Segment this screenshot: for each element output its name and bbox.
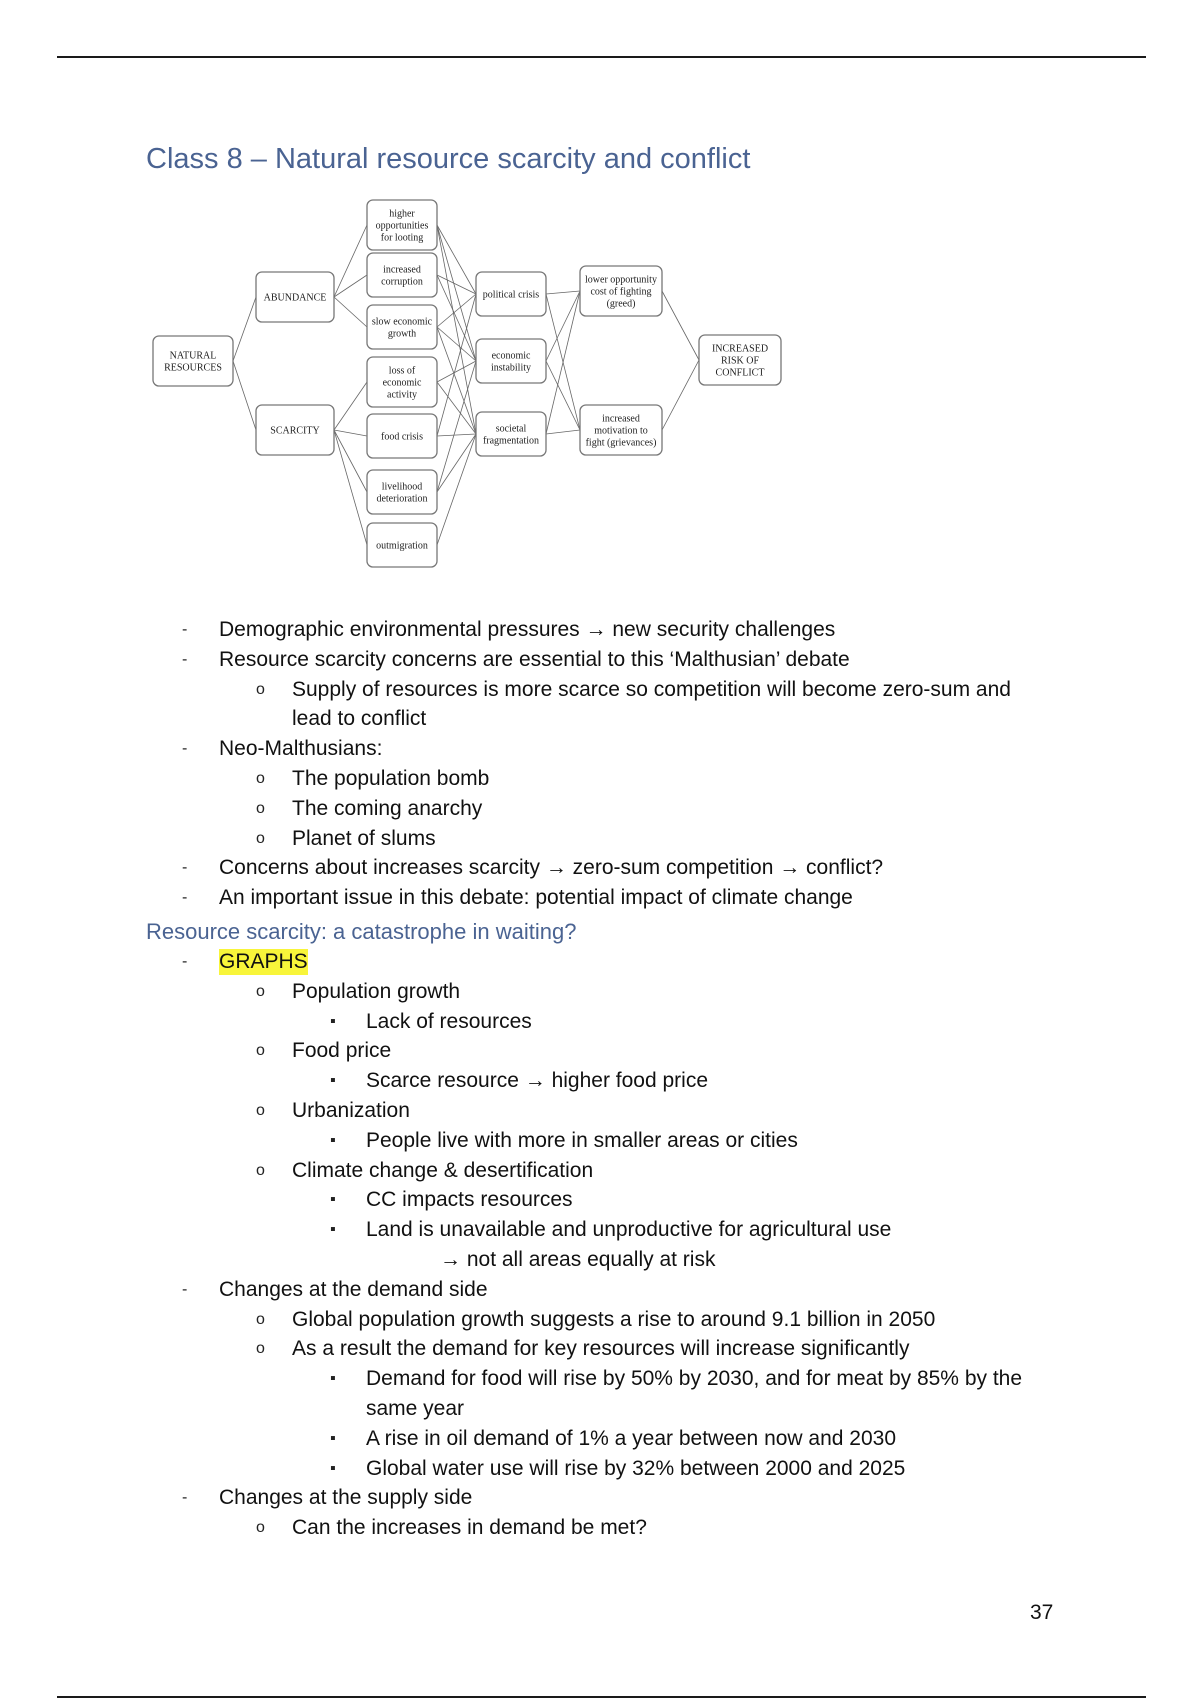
node-label: corruption (381, 276, 423, 288)
edge-scarcity-outmigration (334, 430, 367, 545)
bullet-marker: - (182, 1489, 188, 1507)
bullet-marker: o (256, 1340, 265, 1358)
bullet-marker: o (256, 1042, 265, 1060)
bullet-marker: - (182, 953, 188, 970)
edge-foodcrisis-societal (437, 434, 476, 436)
node-label: instability (491, 362, 531, 374)
node-lossactivity (367, 357, 437, 407)
bullet-marker: o (256, 982, 265, 1000)
edge-natural-abundance (233, 297, 256, 361)
bullet-text: Planet of slums (292, 826, 436, 850)
node-corruption (367, 253, 437, 297)
bullet-text: Neo-Malthusians: (219, 737, 383, 761)
node-label: food crisis (381, 431, 423, 443)
node-label: NATURAL (169, 350, 217, 362)
node-label: political crisis (482, 289, 540, 301)
bullet-text: lead to conflict (292, 707, 427, 731)
edge-scarcity-foodcrisis (334, 430, 367, 436)
node-label: economic (491, 350, 531, 362)
bullet-text: Food price (292, 1039, 392, 1063)
bullet-marker: - (182, 889, 188, 907)
resource-conflict-diagram (143, 190, 783, 575)
header-rule (57, 56, 1146, 58)
bullet-marker: - (182, 859, 188, 877)
edge-econinst-greed (546, 291, 580, 361)
edge-scarcity-livelihood (334, 430, 367, 492)
edge-societal-greed (546, 291, 580, 434)
bullet-text: Changes at the supply side (219, 1486, 473, 1510)
node-label: growth (387, 328, 417, 340)
edge-livelihood-societal (437, 434, 476, 492)
bullet-marker: ▪ (330, 1191, 336, 1209)
node-label: RESOURCES (164, 362, 222, 374)
node-label: SCARCITY (270, 425, 320, 437)
bullet-text: GRAPHS (219, 950, 308, 973)
bullet-marker: - (182, 621, 188, 638)
bullet-text: Population growth (292, 979, 461, 1003)
edge-corruption-econinst (437, 275, 476, 361)
bullet-text: The coming anarchy (292, 796, 483, 820)
section-subheading: Resource scarcity: a catastrophe in waiting? (146, 919, 577, 944)
node-label: livelihood (381, 481, 423, 493)
node-label: cost of fighting (590, 286, 652, 298)
bullet-marker: o (256, 1310, 265, 1328)
edge-natural-scarcity (233, 361, 256, 430)
bullet-marker: ▪ (330, 1370, 336, 1388)
node-scarcity (256, 405, 334, 455)
node-label: opportunities (375, 220, 429, 232)
node-econinst (476, 339, 546, 383)
node-label: ABUNDANCE (263, 292, 327, 304)
bullet-text: Demographic environmental pressures → new security challenges (219, 618, 836, 641)
bullet-text: Climate change & desertification (292, 1158, 594, 1182)
bullet-text: Concerns about increases scarcity → zero-sum competition → conflict? (219, 856, 884, 880)
bullet-marker: ▪ (330, 1221, 336, 1239)
bullet-text: People live with more in smaller areas or cities (366, 1128, 798, 1152)
edge-econinst-grievance (546, 361, 580, 430)
bullet-marker: ▪ (330, 1459, 336, 1477)
edge-looting-political (437, 225, 476, 294)
node-label: RISK OF (720, 355, 760, 367)
bullet-text: Changes at the demand side (219, 1277, 488, 1301)
node-label: loss of (388, 365, 416, 377)
edge-slowgrowth-political (437, 294, 476, 327)
node-political (476, 272, 546, 316)
bullet-text: Land is unavailable and unproductive for agricultural use (366, 1218, 892, 1242)
node-greed (580, 266, 662, 316)
bullet-marker: - (182, 650, 188, 668)
node-label: lower opportunity (585, 274, 657, 286)
edge-looting-societal (437, 225, 476, 434)
edge-scarcity-lossactivity (334, 382, 367, 430)
node-label: CONFLICT (715, 367, 765, 379)
bullet-text: Scarce resource → higher food price (366, 1069, 708, 1093)
node-abundance (256, 272, 334, 322)
edge-abundance-slowgrowth (334, 297, 367, 327)
node-natural (153, 336, 233, 386)
node-societal (476, 412, 546, 456)
bullet-text: Resource scarcity concerns are essential to this ‘Malthusian’ debate (219, 647, 850, 671)
node-label: activity (387, 389, 417, 401)
node-label: slow economic (371, 316, 433, 328)
bullet-marker: o (256, 829, 265, 847)
bullet-text: Demand for food will rise by 50% by 2030, and for meat by 85% by the (366, 1367, 1023, 1391)
bullet-marker: o (256, 680, 265, 698)
node-foodcrisis (367, 414, 437, 458)
bullet-text: A rise in oil demand of 1% a year between now and 2030 (366, 1426, 897, 1450)
page-title: Class 8 – Natural resource scarcity and conflict (146, 143, 751, 175)
node-label: outmigration (376, 540, 428, 552)
bullet-text: same year (366, 1397, 465, 1420)
node-grievance (580, 405, 662, 455)
node-label: fragmentation (482, 435, 540, 447)
bullet-marker: o (256, 1102, 265, 1119)
edge-greed-risk (662, 291, 699, 360)
node-label: (greed) (606, 298, 636, 310)
node-label: deterioration (376, 493, 428, 505)
edge-foodcrisis-political (437, 294, 476, 436)
edge-political-greed (546, 291, 580, 294)
edge-societal-grievance (546, 430, 580, 434)
bullet-text: → not all areas equally at risk (440, 1248, 716, 1271)
node-label: INCREASED (711, 343, 769, 355)
bullet-marker: ▪ (330, 1131, 336, 1149)
bullet-marker: ▪ (330, 1012, 336, 1030)
node-slowgrowth (367, 305, 437, 349)
bullet-text: Can the increases in demand be met? (292, 1516, 647, 1540)
footer-rule (57, 1696, 1146, 1698)
bullet-text: Global water use will rise by 32% between 2000 and 2025 (366, 1456, 906, 1480)
bullet-marker: ▪ (330, 1072, 336, 1090)
bullet-marker: o (256, 1519, 265, 1537)
bullet-text: As a result the demand for key resources will increase significantly (292, 1337, 910, 1361)
page-number: 37 (1030, 1601, 1054, 1624)
bullet-text: Lack of resources (366, 1009, 532, 1033)
edge-grievance-risk (662, 360, 699, 430)
node-label: for looting (380, 232, 424, 244)
bullet-marker: o (256, 799, 265, 817)
bullet-marker: - (182, 740, 188, 758)
node-looting (367, 200, 437, 250)
bullet-marker: o (256, 770, 265, 787)
bullet-text: CC impacts resources (366, 1188, 573, 1212)
edge-corruption-political (437, 275, 476, 294)
node-label: higher (389, 208, 415, 220)
node-label: motivation to (594, 425, 648, 437)
bullet-marker: - (182, 1280, 188, 1298)
bullet-text: Supply of resources is more scarce so competition will become zero-sum and (292, 677, 1011, 701)
bullet-text: Global population growth suggests a rise to around 9.1 billion in 2050 (292, 1307, 936, 1331)
bullet-text: The population bomb (292, 767, 490, 790)
bullet-text: An important issue in this debate: potential impact of climate change (219, 886, 853, 910)
bullet-marker: o (256, 1161, 265, 1179)
node-risk (699, 335, 781, 385)
node-livelihood (367, 470, 437, 514)
edge-looting-econinst (437, 225, 476, 361)
node-label: fight (grievances) (585, 437, 657, 449)
node-label: societal (495, 423, 527, 435)
node-label: increased (602, 413, 640, 425)
bullet-marker: ▪ (330, 1429, 336, 1447)
edge-outmigration-societal (437, 434, 476, 545)
node-label: increased (383, 264, 421, 276)
bullet-text: Urbanization (292, 1099, 410, 1122)
node-label: economic (382, 377, 422, 389)
node-outmigration (367, 523, 437, 567)
